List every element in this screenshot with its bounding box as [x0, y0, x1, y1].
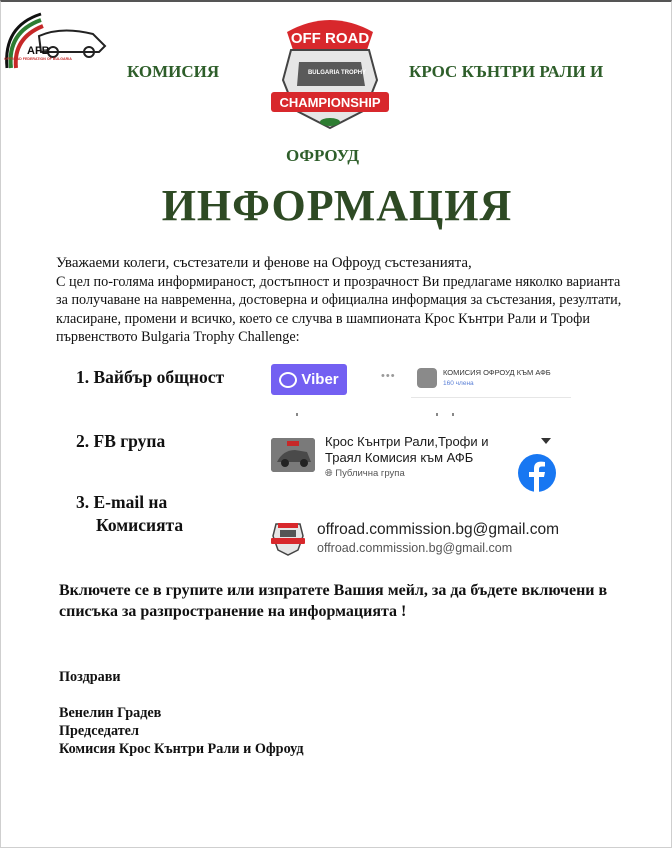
- signature-name: Венелин Градев: [59, 705, 162, 721]
- intro-greeting: Уважаеми колеги, състезатели и фенове на Офроуд състезанията,: [56, 255, 472, 271]
- decorative-marks: [296, 412, 466, 418]
- fb-group-privacy: [325, 468, 405, 479]
- viber-badge[interactable]: [271, 364, 347, 395]
- fb-group-title-line1: Крос Кънтри Рали,Трофи и: [325, 434, 489, 449]
- more-dots-icon: •••: [381, 370, 396, 382]
- logo-bottom-text: CHAMPIONSHIP: [279, 95, 381, 110]
- email-address-large[interactable]: offroad.commission.bg@gmail.com: [317, 521, 560, 538]
- viber-badge-label: Viber: [301, 371, 339, 388]
- offroad-championship-logo: [269, 10, 391, 136]
- viber-group-name: КОМИСИЯ ОФРОУД КЪМ АФБ: [443, 368, 551, 377]
- dropdown-caret-icon[interactable]: [541, 438, 551, 444]
- globe-icon: 🌐︎: [325, 468, 333, 479]
- viber-item-label: 1. Вайбър общност: [76, 367, 225, 387]
- call-to-action: Включете се в групите или изпратете Вашия мейл, за да бъдете включени в списъка за разпространение на информацията !: [59, 582, 608, 620]
- header-right-text: КРОС КЪНТРИ РАЛИ И: [409, 62, 604, 81]
- fb-group-avatar: [271, 438, 315, 472]
- intro-paragraph: С цел по-голяма информираност, достъпност и прозрачност Ви предлагаме няколко варианта за получаване на навременна, достоверна и официална информация за състезания, резултати, класиране, промени и всичко, което се случва в шампионата Крос Кънтри Рали и Трофи първенството Bulgaria Trophy Challenge:: [56, 273, 622, 345]
- afb-logo: [1, 6, 109, 80]
- signature-greeting: Поздрави: [59, 669, 121, 685]
- intro-text: [56, 254, 631, 347]
- logo-middle-text: BULGARIA TROPHY: [307, 70, 367, 76]
- email-item-label-line2: Комисията: [96, 515, 184, 535]
- email-item-label-line1: 3. E-mail на: [76, 492, 168, 512]
- fb-item-label: 2. FB група: [76, 431, 166, 451]
- email-avatar-logo: [271, 520, 305, 556]
- header-center-text: ОФРОУД: [286, 146, 360, 165]
- logo-top-text: OFF ROAD: [290, 30, 370, 47]
- viber-group-avatar: [417, 368, 437, 388]
- fb-group-card[interactable]: [271, 434, 571, 494]
- fb-group-title-line2: Траял Комисия към АФБ: [325, 450, 474, 465]
- afb-logo-subtext: OFFROAD FEDERATION OF BULGARIA: [4, 57, 72, 61]
- header-left-text: КОМИСИЯ: [127, 62, 220, 81]
- viber-icon: [279, 372, 297, 388]
- fb-group-privacy-label: Публична група: [335, 468, 405, 479]
- facebook-icon[interactable]: [518, 454, 556, 492]
- fb-group-title: [325, 434, 489, 466]
- viber-community-card[interactable]: [271, 364, 571, 398]
- afb-logo-text: AFB: [27, 45, 50, 57]
- email-item-label: [76, 491, 183, 537]
- signature-role: Председател: [59, 723, 139, 739]
- email-address-small[interactable]: offroad.commission.bg@gmail.com: [317, 541, 513, 555]
- page-title: ИНФОРМАЦИЯ: [161, 181, 513, 230]
- viber-group-preview[interactable]: [411, 364, 571, 398]
- viber-group-members: 160 члена: [443, 380, 474, 387]
- signature-org: Комисия Крос Кънтри Рали и Офроуд: [59, 741, 304, 757]
